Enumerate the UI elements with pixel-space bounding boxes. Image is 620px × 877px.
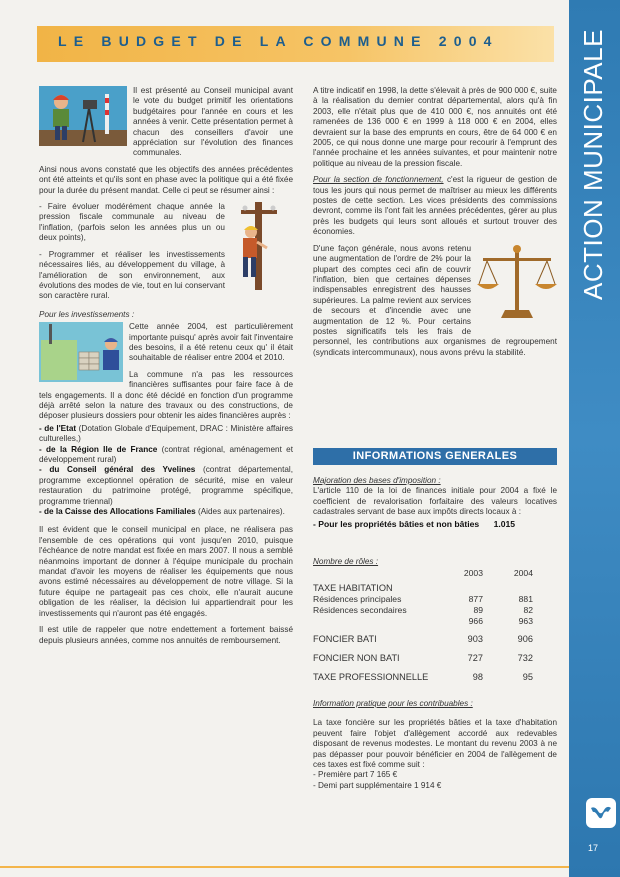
row-label: TAXE HABITATION bbox=[313, 583, 393, 593]
investments-heading: Pour les investissements : bbox=[39, 309, 135, 319]
funder-caf-detail: (Aides aux partenaires). bbox=[195, 507, 285, 517]
funder-region-detail: (contrat régional, aménagement et développement rural) bbox=[39, 444, 293, 464]
roles-table bbox=[313, 568, 557, 683]
scales-illustration bbox=[477, 244, 557, 325]
funder-etat-label: - de l'Etat bbox=[39, 423, 77, 433]
surveyor-illustration bbox=[39, 86, 127, 149]
table-row bbox=[313, 605, 557, 616]
tax-base-line-label: - Pour les propriétés bâties et non bâties bbox=[313, 518, 480, 529]
tax-base-coefficient: 1.015 bbox=[493, 518, 516, 529]
table-row bbox=[313, 653, 557, 672]
funder-etat bbox=[39, 424, 293, 445]
right-column bbox=[313, 86, 557, 364]
value-2003: 727 bbox=[467, 653, 483, 663]
table-row bbox=[313, 583, 557, 594]
value-2003: 877 bbox=[468, 594, 483, 604]
year-2004-header: 2004 bbox=[513, 568, 533, 578]
roles-heading: Nombre de rôles : bbox=[313, 557, 379, 566]
table-row bbox=[313, 594, 557, 605]
bottom-rule bbox=[0, 866, 569, 868]
funder-region-label: - de la Région Ile de France bbox=[39, 444, 158, 454]
row-label: TAXE PROFESSIONNELLE bbox=[313, 672, 429, 682]
value-2003: 966 bbox=[468, 616, 483, 626]
practical-info-block bbox=[313, 699, 557, 791]
page-number: 17 bbox=[588, 843, 599, 853]
tax-base-text: L'article 110 de la loi de finances initiale pour 2004 a fixé le coefficient de revalorisation forfaitaire des valeurs locatives cadastrales servant de base aux impôts directs locaux à : bbox=[313, 486, 557, 517]
row-label: Résidences principales bbox=[313, 594, 402, 604]
value-2004: 732 bbox=[517, 653, 533, 663]
intro-paragraph: Il est présenté au Conseil municipal avant le vote du budget primitif les orientations budgétaires pour l'année en cours et les années à venir. Cette présentation permet à chacun des conseillers d'avoir une appréciation sur l'évolution des finances communales. bbox=[133, 86, 293, 158]
value-2004: 906 bbox=[517, 634, 533, 644]
table-row bbox=[313, 634, 557, 653]
objective-investments: - Programmer et réaliser les investissements nécessaires liés, au développement du village, à l'amélioration de son environnement, aux évolutions des modes de vie, tout en lui conservant son caractère rural. bbox=[39, 249, 225, 301]
mandate-paragraph: Il est évident que le conseil municipal en place, ne réalisera pas l'ensemble de ces opérations qui vont jusqu'en 2010, puisque l'échéance de notre mandat est fixée en mars 2007. Il nous a semblé néanmoins important de donner à l'équipe municipale du prochain mandat d'avoir les moyens de réaliser les équipements que nous avons estimé nécessaires au développement de notre village. Si la future équipe ne partageait pas ces choix, elle n'aurait aucune obligation de les réaliser, la décision lui appartiendrait pour les investissements qui n'auront pas été engagés. bbox=[39, 525, 293, 618]
row-label: Résidences secondaires bbox=[313, 605, 407, 615]
left-column bbox=[39, 86, 293, 652]
operating-text: c'est la rigueur de gestion de tous les jours qui nous permet de maîtriser au mieux les différents postes de cette section. Les vices présidents des commissions devront, comme ils l'ont fait les années précédentes, gérer au plus près les budgets qui leurs sont alloués et surtout trouver des économies. bbox=[313, 175, 557, 237]
year-2003-header: 2003 bbox=[463, 568, 483, 578]
increase-paragraph: D'une façon générale, nous avons retenu une augmentation de l'ordre de 2% pour la plupart des comptes ceci afin de couvrir l'inflation, bien que certaines dépenses indispensables enregistrent des hausses supérieures. La palme revient aux services de secours et d'incendie avec une augmentation de 12 %. Pour certains postes significatifs tels les frais de personnel, les contributions aux organismes de regroupement (syndicats intercommunaux), nous avons prévu la stabilité. bbox=[313, 243, 557, 357]
funder-etat-detail: (Dotation Globale d'Equipement, DRAC : Ministère affaires culturelles,) bbox=[39, 423, 293, 444]
row-label: FONCIER BATI bbox=[313, 634, 377, 644]
funder-caf-label: - de la Caisse des Allocations Familiales bbox=[39, 507, 196, 517]
investments-2004: Cette année 2004, est particulièrement importante puisqu' après avoir fait l'inventaire des besoins, il a été retenu ceux qu' il était souhaitable de réaliser entre 2004 et 2010. bbox=[129, 322, 293, 363]
value-2003: 89 bbox=[473, 605, 483, 615]
tax-base-line bbox=[313, 519, 557, 529]
section-title: ACTION MUNICIPALE bbox=[578, 29, 608, 300]
practical-info-heading: Information pratique pour les contribuables : bbox=[313, 699, 473, 708]
value-2003: 903 bbox=[467, 634, 483, 644]
funder-cg-detail: (contrat départemental, programme exceptionnel opération de sécurité, mise en valeur restauration du patrimoine protégé, programme spécifique, programme triennal) bbox=[39, 465, 293, 506]
first-part-amount: - Première part 7 165 € bbox=[313, 770, 398, 780]
value-2004: 82 bbox=[523, 605, 533, 615]
funding-paragraph: La commune n'a pas les ressources financières suffisantes pour faire face à de tels engagements. Il a donc été décidé en fonction d'un programme déjà arrêté selon la nature des travaux ou des constructions, de déposer plusieurs dossiers pour obtenir les aides financières auprès : bbox=[39, 369, 293, 421]
tax-base-block bbox=[313, 476, 557, 529]
builder-illustration bbox=[39, 322, 123, 385]
value-2003: 98 bbox=[472, 672, 483, 682]
roles-table-header bbox=[313, 568, 557, 583]
value-2004: 95 bbox=[522, 672, 533, 682]
operating-paragraph bbox=[313, 175, 557, 237]
funder-cg-label: - du Conseil général des Yvelines bbox=[39, 465, 196, 475]
objectives-paragraph: Ainsi nous avons constaté que les objectifs des années précédentes ont été atteints et qu'ils sont en phase avec la politique qui a été fixée pour la durée du présent mandat. Celle ci peut se résumer ainsi : bbox=[39, 164, 293, 195]
value-2004: 963 bbox=[518, 616, 533, 626]
funder-conseil-general bbox=[39, 465, 293, 507]
row-label: FONCIER NON BATI bbox=[313, 653, 400, 663]
funder-caf bbox=[39, 507, 293, 517]
table-row bbox=[313, 672, 557, 683]
commune-logo-icon bbox=[586, 798, 616, 828]
info-section-title: INFORMATIONS GENERALES bbox=[352, 450, 518, 462]
debt-history-paragraph: A titre indicatif en 1998, la dette s'élevait à près de 900 000 €, suite à la réalisation du dernier contrat départemental, alors qu'à fin 2003, elle n'était plus que de 410 000 €, nos annuités ont été ramenées de 136 000 € en 1999 à 118 000 € en 2004, elles devraient sur la base des emprunts en cours, être de 64 000 € en 2005, ce qui nous donne une marge pour recourir à l'emprunt des l'année prochaine et les années suivantes, et pour maintenir notre politique au niveau de la pression fiscale. bbox=[313, 86, 557, 168]
operating-heading: Pour la section de fonctionnement, bbox=[313, 175, 444, 185]
tax-base-heading: Majoration des bases d'imposition : bbox=[313, 476, 441, 485]
lineman-illustration bbox=[231, 202, 293, 293]
half-part-amount: - Demi part supplémentaire 1 914 € bbox=[313, 780, 442, 790]
funder-region bbox=[39, 445, 293, 466]
practical-info-text: La taxe foncière sur les propriétés bâties et la taxe d'habitation peuvent faire l'objet d'allègement accordé aux redevables disposant de revenus modestes. Le montant du revenu 2003 à ne pas dépasser pour pouvoir bénéficier en 2004 de l'allègement de ces taxes est fixé comme suit : bbox=[313, 718, 557, 770]
debt-paragraph: Il est utile de rappeler que notre endettement a fortement baissé depuis plusieurs années, comme nos annuités de remboursement. bbox=[39, 625, 293, 645]
objective-fiscal: - Faire évoluer modérément chaque année la pression fiscale communale au niveau de l'inflation, (parfois selon les années plus un ou deux points), bbox=[39, 202, 225, 243]
page-title: LE BUDGET DE LA COMMUNE 2004 bbox=[58, 33, 499, 49]
table-row bbox=[313, 616, 557, 634]
value-2004: 881 bbox=[518, 594, 533, 604]
